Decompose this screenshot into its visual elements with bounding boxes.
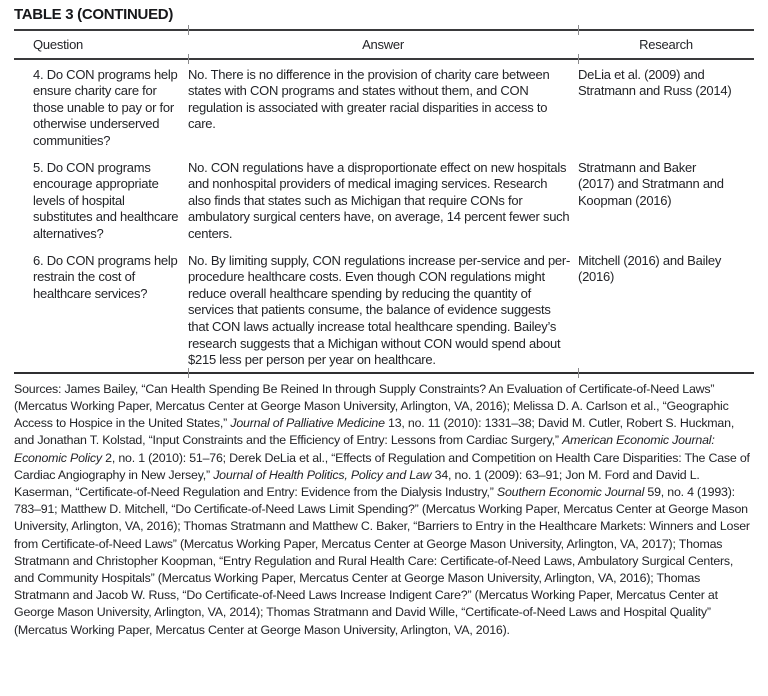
answer-cell: No. By limiting supply, CON regulations increase per-service and per-procedure healthcare costs. Even though CON regulations might reduce overall healthcare spending by reducing the quantity of services that patients consume, the balance of evidence suggests that CON laws actually increase total healthcare spending. Bailey’s research suggests that a Michigan without CON would spend about $215 less per person per year on healthcare. <box>188 252 571 368</box>
research-cell: Mitchell (2016) and Bailey (2016) <box>578 252 722 285</box>
table-row <box>14 246 754 369</box>
table-title: TABLE 3 (CONTINUED) <box>14 6 174 23</box>
research-cell: DeLia et al. (2009) and Stratmann and Russ (2014) <box>578 66 732 99</box>
column-divider-tick <box>188 368 189 378</box>
answer-cell: No. CON regulations have a disproportionate effect on new hospitals and nonhospital providers of medical imaging services. Research also finds that states such as Michigan that require CONs for ambulatory surgical centers have, on average, 14 percent fewer such centers. <box>188 159 570 241</box>
table <box>14 29 754 374</box>
rule-top <box>14 29 754 31</box>
column-header-answer: Answer <box>362 36 404 52</box>
sources-note: Sources: James Bailey, “Can Health Spending Be Reined In through Supply Constraints? An Evaluation of Certificate-of-Need Laws” (Mercatus Working Paper, Mercatus Center at George Mason University, Arlington, VA, 2016); Melissa D. A. Carlson et al., “Geographic Access to Hospice in the United States,” Journal of Palliative Medicine 13, no. 11 (2010): 1331–38; David M. Cutler, Robert S. Huckman, and Jonathan T. Kolstad, “Input Constraints and the Efficiency of Entry: Lessons from Cardiac Surgery,” American Economic Journal: Economic Policy 2, no. 1 (2010): 51–76; Derek DeLia et al., “Effects of Regulation and Competition on Health Care Disparities: The Case of Cardiac Angiography in New Jersey,” Journal of Health Politics, Policy and Law 34, no. 1 (2009): 63–91; Jon M. Ford and David L. Kaserman, “Certificate-of-Need Regulation and Entry: Evidence from the Dialysis Industry,” Southern Economic Journal 59, no. 4 (1993): 783–91; Matthew D. Mitchell, “Do Certificate-of-Need Laws Limit Spending?” (Mercatus Working Paper, Mercatus Center at George Mason University, Arlington, VA, 2016); Thomas Stratmann and Matthew C. Baker, “Barriers to Entry in the Healthcare Markets: Winners and Loser from Certificate-of-Need Laws” (Mercatus Working Paper, Mercatus Center at George Mason University, Arlington, VA, 2017); Thomas Stratmann and Christopher Koopman, “Entry Regulation and Rural Health Care: Certificate-of-Need Laws, Ambulatory Surgical Centers, and Community Hospitals” (Mercatus Working Paper, Mercatus Center at George Mason University, Arlington, VA, 2016); Thomas Stratmann and Jacob W. Russ, “Do Certificate-of-Need Laws Increase Indigent Care?” (Mercatus Working Paper, Mercatus Center at George Mason University, Arlington, VA, 2014); Thomas Stratmann and David Wille, “Certificate-of-Need Laws and Hospital Quality” (Mercatus Working Paper, Mercatus Center at George Mason University, Arlington, VA, 2016). <box>14 381 750 637</box>
column-divider-tick <box>578 368 579 378</box>
question-cell: 5. Do CON programs encourage appropriate levels of hospital substitutes and healthcare alternatives? <box>33 159 179 241</box>
rule-header-bottom <box>14 58 754 60</box>
table-header-row <box>14 31 754 59</box>
column-header-research: Research <box>639 36 693 52</box>
column-divider-tick <box>188 54 189 64</box>
table-row <box>14 153 754 243</box>
answer-cell: No. There is no difference in the provision of charity care between states with CON programs and states without them, and CON regulation is associated with greater racial disparities in access to care. <box>188 66 550 132</box>
table-row <box>14 60 754 150</box>
research-cell: Stratmann and Baker (2017) and Stratmann and Koopman (2016) <box>578 159 724 208</box>
question-cell: 6. Do CON programs help restrain the cost of healthcare services? <box>33 252 178 301</box>
question-cell: 4. Do CON programs help ensure charity care for those unable to pay or for otherwise underserved communities? <box>33 66 178 148</box>
rule-bottom <box>14 372 754 374</box>
column-divider-tick <box>188 25 189 35</box>
column-divider-tick <box>578 54 579 64</box>
column-header-question: Question <box>33 36 84 52</box>
column-divider-tick <box>578 25 579 35</box>
